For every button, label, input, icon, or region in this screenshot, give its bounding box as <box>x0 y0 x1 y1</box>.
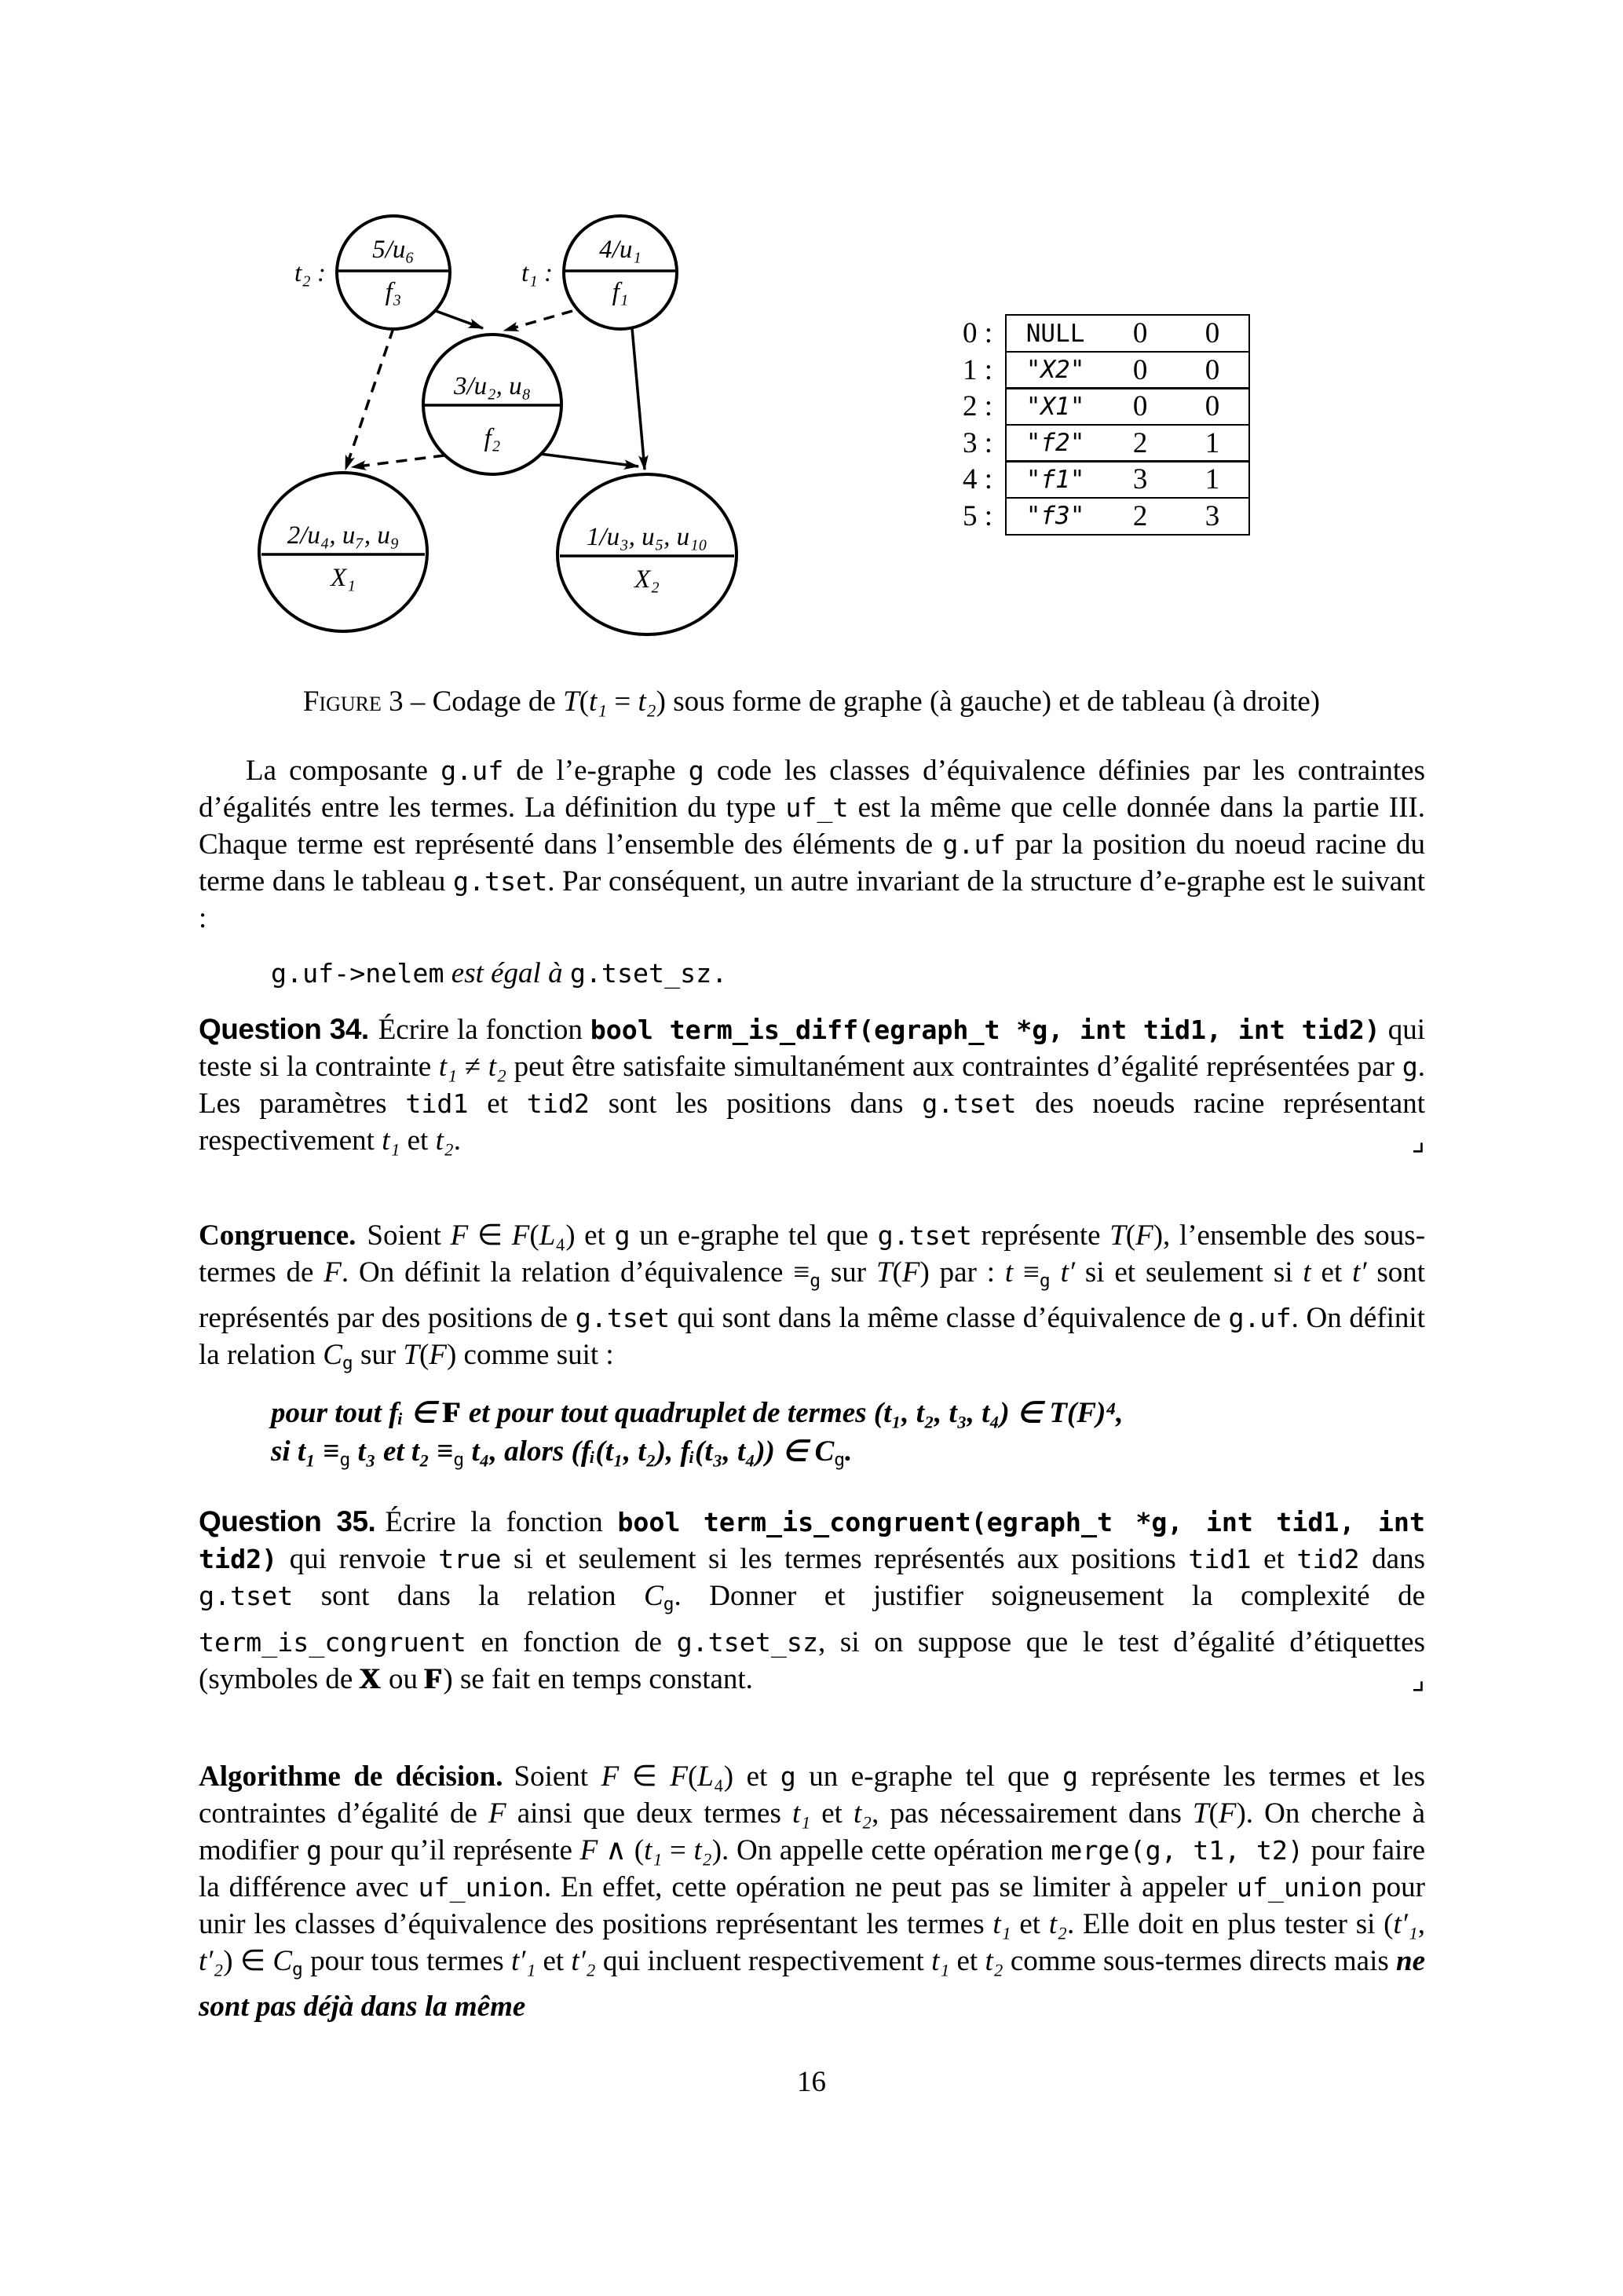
text-segment: code les classes d’équivalence définies par les contraintes d’égalités entre les termes. La définition du type <box>199 755 1426 824</box>
text-segment: g <box>688 755 704 786</box>
text-segment: g <box>810 1270 821 1292</box>
uf-row-value: 2 <box>1132 499 1148 532</box>
text-segment: Soient <box>514 1760 601 1793</box>
text-segment: pour faire la différence avec <box>199 1834 1426 1903</box>
figure-caption <box>0 685 1623 718</box>
uf-row-label: "f2" <box>1025 429 1085 457</box>
text-segment: ) comme suit : <box>446 1339 614 1372</box>
uf-row-value: 2 <box>1132 426 1148 459</box>
invariant-line <box>271 955 1425 992</box>
uf-row-box <box>1005 314 1250 353</box>
text-segment: ). On cherche à modifier <box>199 1797 1426 1866</box>
text-segment: et <box>400 1124 436 1157</box>
text-segment: t₁ <box>644 1834 663 1866</box>
node-f3-label: f₃ <box>385 278 402 306</box>
text-segment: sur <box>821 1256 876 1289</box>
text-segment: = <box>607 686 638 718</box>
text-segment: et <box>1251 1543 1297 1576</box>
uf-row-value: 0 <box>1204 317 1220 349</box>
graph-node-f1 <box>564 216 677 329</box>
body-column <box>199 752 1425 2025</box>
text-segment: des noeuds racine représentant respectivement <box>199 1088 1425 1157</box>
text-segment: = <box>662 1834 694 1866</box>
text-segment: F <box>601 1760 620 1793</box>
text-segment: t₂ <box>985 1944 1003 1977</box>
node-f2-ids: 3/u₂, u₈ <box>453 372 532 400</box>
text-segment: Écrire la fonction <box>385 1506 618 1539</box>
uf-table-row <box>936 314 1250 353</box>
text-segment: ⁴ <box>1106 1396 1117 1429</box>
text-segment: g.tset <box>575 1303 671 1334</box>
text-segment: g <box>663 1594 674 1615</box>
text-segment: ) par : <box>919 1256 1005 1289</box>
text-segment: g <box>339 1450 351 1471</box>
text-segment: ) ∈ <box>223 1944 273 1977</box>
text-segment: L <box>539 1219 556 1252</box>
text-segment: tid1 <box>1188 1544 1252 1575</box>
uf-row-value: 0 <box>1204 353 1220 386</box>
uf-row-value: 1 <box>1204 426 1220 459</box>
uf-table-row <box>936 497 1250 536</box>
text-segment: t′₁ <box>1393 1907 1418 1940</box>
graph-node-x1 <box>259 473 427 631</box>
text-segment: g <box>834 1450 846 1471</box>
text-segment: ∈ <box>468 1219 512 1252</box>
text-segment: , <box>1116 1396 1124 1429</box>
text-segment: uf_union <box>418 1871 544 1903</box>
uf-table-row <box>936 387 1250 426</box>
uf-row-value: 0 <box>1132 353 1148 386</box>
edge-f1-x2 <box>632 328 645 470</box>
text-segment: La composante <box>246 755 441 787</box>
text-segment: pour tout f <box>271 1396 399 1429</box>
congruence-rule-line-1 <box>271 1394 1425 1432</box>
text-segment: ⌟ <box>1411 1124 1425 1157</box>
text-segment: pour qu’il représente <box>322 1834 580 1866</box>
uf-row-box <box>1005 387 1250 426</box>
text-segment: un e-graphe tel que <box>795 1760 1063 1793</box>
text-segment: g <box>1039 1270 1051 1292</box>
uf-row-box <box>1005 497 1250 536</box>
node-x1-ids: 2/u₄, u₇, u₉ <box>287 521 400 550</box>
text-segment: ) sous forme de graphe (à gauche) et de tableau (à droite) <box>656 686 1321 718</box>
text-segment: . Donner et justifier soigneusement la complexité de <box>674 1580 1425 1613</box>
text-segment: X <box>360 1662 382 1695</box>
text-segment: g <box>780 1760 796 1792</box>
text-segment: g <box>453 1450 465 1471</box>
text-segment: T <box>403 1339 420 1372</box>
text-segment: . On définit la relation <box>199 1302 1425 1372</box>
node-x1-label: X₁ <box>331 564 356 592</box>
text-segment: g <box>306 1834 323 1866</box>
text-segment: et <box>949 1944 985 1977</box>
edge-f2-x1 <box>352 455 444 467</box>
text-segment: . Elle doit en plus tester si ( <box>1066 1907 1394 1940</box>
text-segment: ≡ <box>1013 1256 1040 1289</box>
text-segment: sont les positions dans <box>589 1088 923 1120</box>
graph-node-f2 <box>423 335 561 474</box>
text-segment: ∈ <box>619 1760 671 1793</box>
text-segment: T <box>875 1256 893 1289</box>
uf-row-index: 5 : <box>962 499 992 532</box>
text-segment: pour tous termes <box>302 1944 511 1977</box>
text-segment: et <box>1011 1907 1049 1940</box>
text-segment: ∧ ( <box>598 1834 645 1866</box>
text-segment: en fonction de <box>466 1625 677 1658</box>
text-segment: g.tset <box>199 1581 294 1612</box>
text-segment: t₁ <box>791 1797 811 1830</box>
text-segment: t₁ <box>992 1907 1011 1940</box>
text-segment: et <box>1310 1256 1353 1289</box>
uf-row-box <box>1005 351 1250 389</box>
text-segment: bool term_is_diff(egraph_t *g, int tid1, int tid2) <box>590 1015 1380 1045</box>
text-segment: ⌟ <box>1411 1662 1425 1696</box>
text-segment: pour unir les classes d’équivalence des positions représentant les termes <box>199 1870 1426 1940</box>
decision-algorithm-paragraph <box>199 1758 1425 2025</box>
text-segment: . Par conséquent, un autre invariant de la structure d’e-graphe est le suivant : <box>199 865 1425 934</box>
uf-row-index: 2 : <box>962 390 992 422</box>
text-segment: si t₁ ≡ <box>271 1435 340 1468</box>
uf-table-row <box>936 424 1250 462</box>
text-segment: ) se fait en temps constant. <box>443 1662 753 1695</box>
text-segment: T <box>1192 1797 1209 1830</box>
text-segment: F <box>425 1662 444 1695</box>
graph-node-x2 <box>557 474 737 634</box>
text-segment: (t₁, t₂, t₃, t₄) ∈ <box>873 1396 1050 1429</box>
text-segment: T <box>1109 1219 1126 1252</box>
text-segment: t₄, alors (f <box>464 1435 591 1468</box>
uf-row-value: 3 <box>1204 499 1220 532</box>
text-segment: ( <box>1125 1219 1136 1252</box>
text-segment: g.tset <box>877 1220 972 1251</box>
uf-row-label: NULL <box>1025 319 1085 348</box>
text-segment: tid2 <box>1296 1544 1360 1575</box>
text-segment: ( <box>419 1339 430 1372</box>
text-segment: g.tset <box>922 1088 1017 1119</box>
text-segment: g <box>614 1220 631 1251</box>
text-segment: qui renvoie <box>277 1543 439 1576</box>
node-f1-ids: 4/u₁ <box>599 236 642 264</box>
text-segment: F <box>579 1834 598 1866</box>
uf-row-index: 3 : <box>962 426 992 459</box>
text-segment: C <box>272 1944 292 1977</box>
text-segment: g.uf <box>942 829 1006 860</box>
text-segment: F <box>670 1760 688 1793</box>
edge-f3-x1 <box>345 328 393 470</box>
text-segment: tid1 <box>405 1088 469 1119</box>
congruence-paragraph <box>199 1217 1425 1383</box>
text-segment: , <box>1417 1907 1426 1940</box>
text-segment: qui teste si la contrainte <box>199 1014 1426 1083</box>
text-segment: ≠ <box>457 1051 488 1083</box>
uf-row-box <box>1005 460 1250 499</box>
text-segment: g.tset_sz <box>676 1626 819 1658</box>
text-segment: uf_t <box>785 792 849 823</box>
text-segment: F <box>429 1339 447 1372</box>
text-segment: ∈ <box>403 1396 444 1429</box>
text-segment: ), l’ensemble des sous-termes de <box>199 1219 1426 1289</box>
text-segment: . <box>453 1124 461 1157</box>
text-segment: F <box>901 1256 920 1289</box>
text-segment: ᵢ <box>398 1396 404 1429</box>
text-segment: (t₃, t₄)) ∈ <box>695 1435 815 1468</box>
text-segment: sur <box>353 1339 404 1372</box>
uf-row-label: "X1" <box>1025 392 1085 421</box>
text-segment: F <box>443 1396 462 1429</box>
text-segment: merge(g, t1, t2) <box>1051 1834 1304 1866</box>
text-segment: C <box>323 1339 342 1372</box>
text-segment: t′₂ <box>571 1944 596 1977</box>
text-segment: Figure 3 <box>302 686 404 718</box>
text-segment: t₂ <box>693 1834 712 1866</box>
text-segment: représente <box>971 1219 1110 1252</box>
text-segment: F <box>511 1219 530 1252</box>
text-segment: Écrire la fonction <box>378 1014 590 1046</box>
text-segment: t′₁ <box>510 1944 536 1977</box>
congruence-rule-line-2 <box>271 1432 1425 1479</box>
edge-f2-x2 <box>540 454 638 466</box>
text-segment: par la position du noeud racine du terme dans le tableau <box>199 828 1425 898</box>
text-segment: t <box>1004 1256 1014 1289</box>
text-segment: t₂ <box>854 1797 872 1830</box>
edge-f3-f2 <box>436 311 483 328</box>
text-segment: si et seulement si <box>1074 1256 1303 1289</box>
text-segment: sont représentés par des positions de <box>199 1256 1426 1335</box>
text-segment: g.tset <box>452 866 548 897</box>
text-segment: (t₁, t₂), f <box>595 1435 690 1468</box>
uf-table-row <box>936 460 1250 499</box>
text-segment: t₂ <box>1048 1907 1067 1940</box>
uf-row-box <box>1005 424 1250 462</box>
uf-row-label: "X2" <box>1025 356 1085 384</box>
text-segment: . Les paramètres <box>199 1051 1425 1120</box>
text-segment: g <box>1062 1760 1079 1792</box>
text-segment: term_is_congruent <box>199 1626 466 1658</box>
text-segment: ( <box>579 686 589 718</box>
text-segment: ᵢ <box>689 1435 696 1468</box>
question-35 <box>199 1503 1425 1697</box>
text-segment: t₂ <box>488 1051 506 1083</box>
node-f2-label: f₂ <box>484 424 501 452</box>
question-34 <box>199 1011 1425 1159</box>
text-segment: C <box>814 1435 835 1468</box>
text-segment: comme sous-termes directs mais <box>1003 1944 1397 1977</box>
text-segment: t′₂ <box>199 1944 224 1977</box>
text-segment: et pour tout quadruplet de termes <box>461 1396 874 1429</box>
page-number: 16 <box>797 2066 826 2098</box>
egraph-figure <box>236 196 832 652</box>
uf-row-value: 3 <box>1132 463 1148 495</box>
text-segment: t′ <box>1352 1256 1367 1289</box>
text-segment: un e-graphe tel que <box>630 1219 878 1252</box>
text-segment <box>1051 1256 1061 1289</box>
uf-row-index: 0 : <box>962 317 992 349</box>
uf-table-row <box>936 351 1250 389</box>
text-segment: g.uf <box>1228 1303 1292 1334</box>
text-segment: dans <box>1359 1543 1426 1576</box>
text-segment: . On définit la relation d’équivalence ≡ <box>341 1256 810 1289</box>
node-f1-label: f₁ <box>612 278 629 306</box>
uf-table <box>936 314 1250 536</box>
text-segment: Question 35. <box>199 1505 376 1538</box>
text-segment: L <box>697 1760 714 1793</box>
text-segment: ( <box>529 1219 539 1252</box>
text-segment: g <box>1402 1051 1418 1082</box>
text-segment: (F) <box>1067 1396 1106 1429</box>
text-segment: et <box>810 1797 854 1830</box>
text-segment: ne sont pas déjà dans la même <box>199 1944 1426 2024</box>
paragraph-intro <box>199 752 1425 937</box>
uf-row-value: 1 <box>1204 463 1220 495</box>
uf-row-value: 0 <box>1204 390 1220 422</box>
text-segment: F <box>450 1219 469 1252</box>
uf-row-value: 0 <box>1132 390 1148 422</box>
term-tag-t1: t₁ : <box>521 259 553 287</box>
uf-row-index: 1 : <box>962 353 992 386</box>
text-segment: g.tset_sz. <box>569 958 728 989</box>
text-segment: si et seulement si les termes représentés aux positions <box>501 1543 1189 1576</box>
text-segment: t₂ <box>435 1124 454 1157</box>
text-segment: t₁ <box>438 1051 458 1083</box>
text-segment: ( <box>892 1256 902 1289</box>
text-segment: ) et <box>723 1760 780 1793</box>
text-segment: F <box>1218 1797 1237 1830</box>
text-segment: g <box>292 1959 303 1980</box>
text-segment: uf_union <box>1236 1871 1363 1903</box>
text-segment: ou <box>381 1662 426 1695</box>
edge-f1-f2 <box>504 311 572 331</box>
text-segment: T <box>1049 1396 1067 1429</box>
text-segment: t₁ <box>931 1944 950 1977</box>
text-segment: Soient <box>367 1219 451 1252</box>
node-x2-ids: 1/u₃, u₅, u₁₀ <box>586 523 708 551</box>
text-segment: ) et <box>565 1219 615 1252</box>
text-segment: Question 34. <box>199 1013 369 1045</box>
text-segment: ainsi que deux termes <box>506 1797 792 1830</box>
text-segment: . <box>845 1435 853 1468</box>
text-segment: t₁ <box>588 686 608 718</box>
text-segment: et <box>536 1944 572 1977</box>
text-segment: est égal à <box>444 957 570 989</box>
text-segment: F <box>324 1256 342 1289</box>
text-segment: C <box>644 1580 663 1613</box>
text-segment: t₃ et t₂ ≡ <box>350 1435 454 1468</box>
text-segment: et <box>468 1088 527 1120</box>
uf-row-index: 4 : <box>962 463 992 495</box>
text-segment: peut être satisfaite simultanément aux contraintes d’égalité représentées par <box>506 1051 1402 1083</box>
text-segment: g.uf <box>440 755 504 786</box>
text-segment: qui incluent respectivement <box>595 1944 932 1977</box>
text-segment: , si on suppose que le test d’égalité d’étiquettes (symboles de <box>199 1625 1425 1695</box>
text-segment: qui sont dans la même classe d’équivalence de <box>670 1302 1229 1335</box>
text-segment: F <box>488 1797 506 1830</box>
text-segment: t₂ <box>638 686 656 718</box>
text-segment: – Codage de <box>403 686 564 718</box>
text-segment: F <box>1135 1219 1153 1252</box>
text-segment: t₁ <box>382 1124 400 1157</box>
text-segment: ). On appelle cette opération <box>711 1834 1051 1866</box>
text-segment: Algorithme de décision. <box>199 1760 503 1793</box>
text-segment: . En effet, cette opération ne peut pas se limiter à appeler <box>543 1870 1237 1903</box>
text-segment: ₄ <box>713 1760 724 1793</box>
term-tag-t2: t₂ : <box>294 259 326 287</box>
uf-row-label: "f3" <box>1025 502 1085 530</box>
text-segment: g.uf->nelem <box>271 958 444 989</box>
text-segment: T <box>563 686 579 718</box>
text-segment: true <box>438 1544 502 1575</box>
text-segment: t <box>1303 1256 1311 1289</box>
uf-row-value: 0 <box>1132 317 1148 349</box>
uf-row-label: "f1" <box>1025 465 1085 494</box>
text-segment: est la même que celle donnée dans la partie III. Chaque terme est représenté dans l’ensemble des éléments de <box>199 792 1426 861</box>
text-segment: ᵢ <box>590 1435 596 1468</box>
text-segment: t′ <box>1060 1256 1075 1289</box>
text-segment: sont dans la relation <box>293 1580 645 1613</box>
text-segment: , pas nécessairement dans <box>872 1797 1193 1830</box>
text-segment: bool term_is_congruent(egraph_t *g, int tid1, int tid2) <box>199 1507 1425 1575</box>
text-segment: représente les termes et les contraintes d’égalité de <box>199 1760 1425 1830</box>
graph-node-f3 <box>337 216 450 329</box>
node-f3-ids: 5/u₆ <box>372 236 415 264</box>
text-segment: g <box>342 1353 353 1374</box>
text-segment: tid2 <box>526 1088 590 1119</box>
node-x2-label: X₂ <box>634 565 660 594</box>
text-segment: ( <box>1208 1797 1219 1830</box>
text-segment: de l’e-graphe <box>503 755 689 787</box>
text-segment: ₄ <box>555 1219 566 1252</box>
text-segment: Congruence. <box>199 1219 356 1252</box>
text-segment: ( <box>687 1760 698 1793</box>
